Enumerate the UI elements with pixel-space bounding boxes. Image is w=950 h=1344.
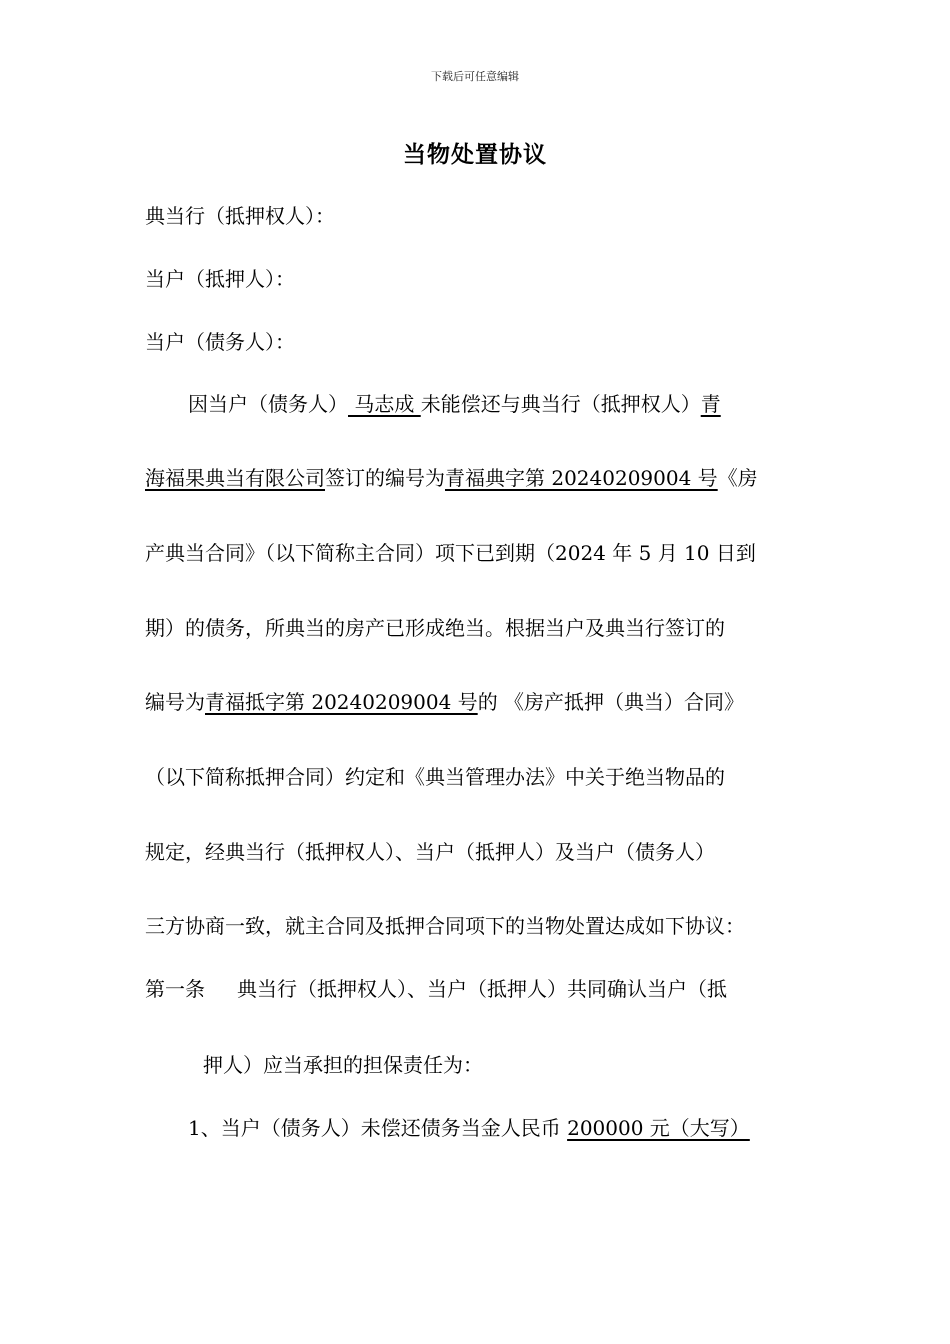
pawn-contract-number: 青福典字第 20240209004 号 [445, 466, 718, 490]
paragraph-line-3: 产典当合同》（以下简称主合同）项下已到期（2024 年 5 月 10 日到 [145, 541, 756, 565]
paragraph-line-1 [188, 390, 721, 418]
debtor-name: 马志成 [348, 392, 421, 416]
paragraph-line-7: 规定，经典当行（抵押权人）、当户（抵押人）及当户（债务人） [145, 840, 715, 864]
document-title: 当物处置协议 [403, 141, 547, 168]
party-pawnshop: 典当行（抵押权人）： [145, 204, 335, 228]
article-1 [145, 975, 727, 1003]
company-name: 海福果典当有限公司 [145, 466, 325, 490]
company-name-start: 青 [700, 392, 721, 416]
text: 编号为 [145, 690, 205, 714]
party-debtor: 当户（债务人）： [145, 330, 295, 354]
paragraph-line-8: 三方协商一致，就主合同及抵押合同项下的当物处置达成如下协议： [145, 914, 745, 938]
party-mortgagor: 当户（抵押人）： [145, 267, 295, 291]
paragraph-line-2 [145, 464, 758, 492]
item-1 [188, 1114, 750, 1142]
article-text: 典当行（抵押权人）、当户（抵押人）共同确认当户（抵 [237, 977, 727, 1001]
text: 的 《房产抵押（典当）合同》 [477, 690, 745, 714]
header-note: 下载后可任意编辑 [431, 70, 519, 83]
debt-amount: 200000 元（大写） [567, 1116, 750, 1140]
text: 《房 [717, 466, 758, 490]
paragraph-line-6: （以下简称抵押合同）约定和《典当管理办法》中关于绝当物品的 [145, 765, 725, 789]
text: 因当户（债务人） [188, 392, 348, 416]
text: 签订的编号为 [325, 466, 445, 490]
paragraph-line-5 [145, 688, 744, 716]
paragraph-line-4: 期）的债务，所典当的房产已形成绝当。根据当户及典当行签订的 [145, 616, 725, 640]
article-label: 第一条 [145, 977, 205, 1001]
text: 未能偿还与典当行（抵押权人） [420, 392, 701, 416]
mortgage-contract-number: 青福抵字第 20240209004 号 [205, 690, 478, 714]
text: 1、当户（债务人）未偿还债务当金人民币 [188, 1116, 568, 1140]
article-1-continued: 押人）应当承担的担保责任为： [203, 1053, 483, 1077]
